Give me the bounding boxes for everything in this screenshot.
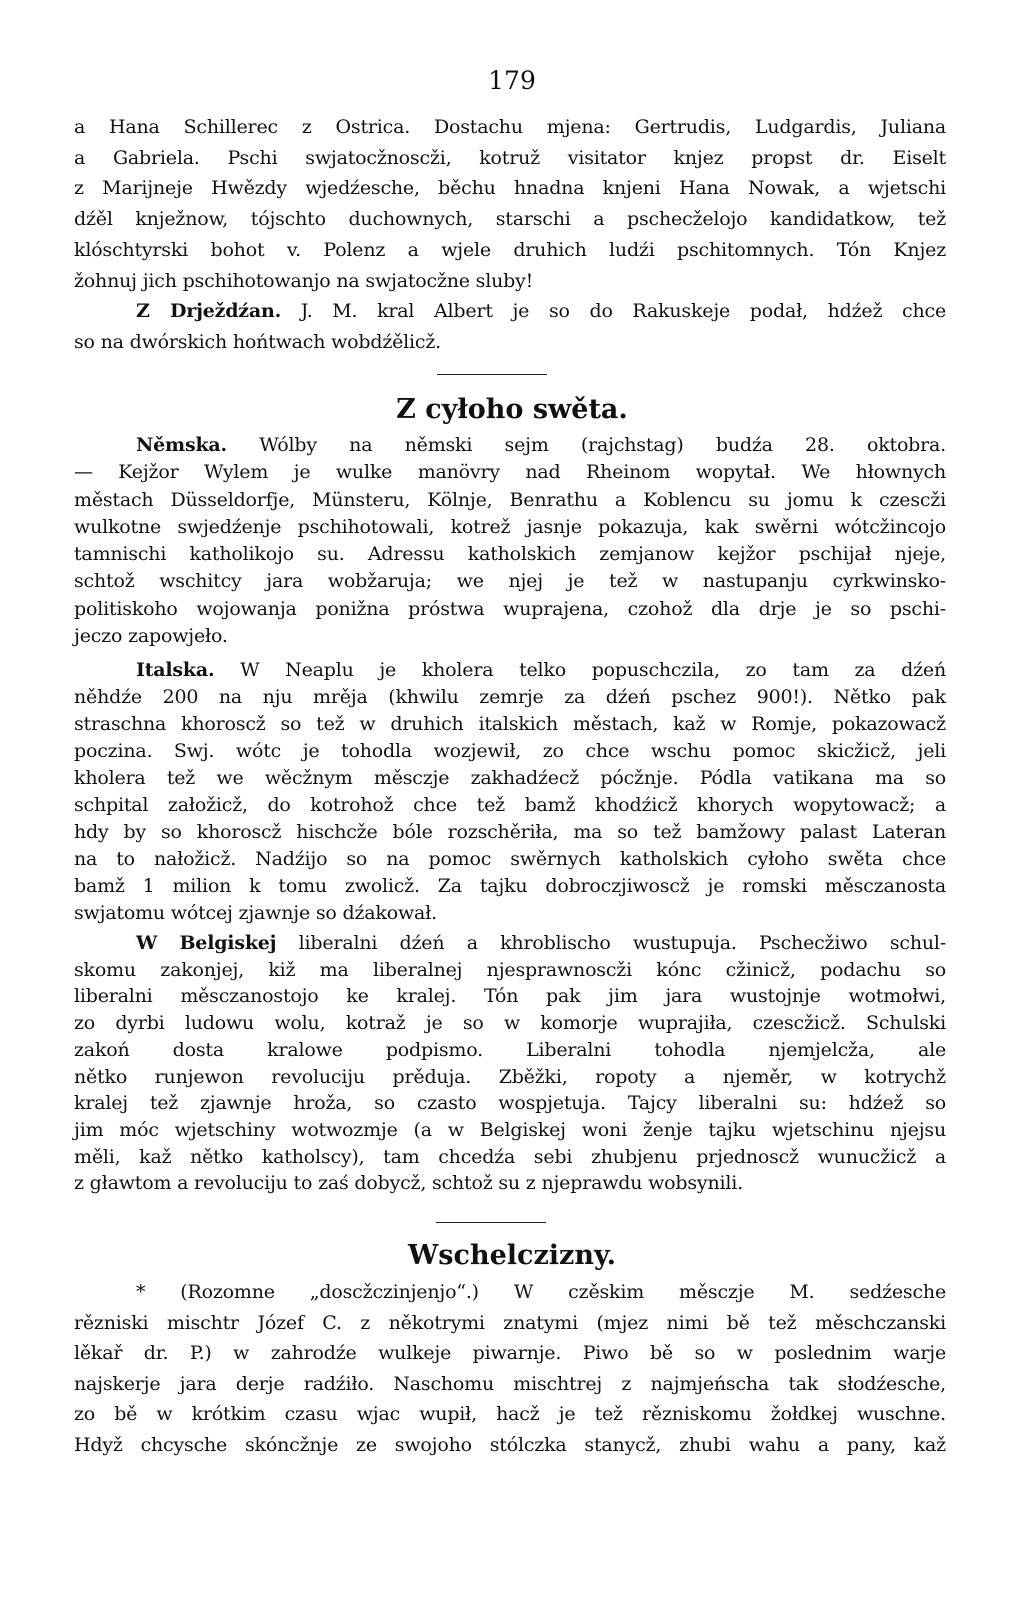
text-run: W Neaplu je kholera telko popuschczila, zo tam za dźeń — [240, 659, 946, 681]
section-heading: Z cyłoho swěta. — [396, 394, 628, 425]
paragraph-lead: Italska. — [136, 659, 215, 681]
text-line: městach Düsseldorfje, Münsteru, Kölnje, Benrathu a Koblencu su jomu k czescži — [74, 488, 946, 511]
text-run: J. M. kral Albert je so do Rakuskeje podał, hdźež chce — [300, 300, 946, 323]
article-belgiska — [74, 930, 946, 1197]
text-line: bamž 1 milion k tomu zwolicž. Za tajku dobroczjiwoscž je romski měsczanosta — [74, 875, 946, 897]
text-line: zo dyrbi ludowu wolu, kotraž je so w komorje wuprajiła, czescžicž. Schulski — [74, 1012, 946, 1035]
text-line — [74, 657, 946, 684]
text-line: liberalni měsczanostojo ke kralej. Tón pak jim jara wustojnje wotmołwi, — [74, 985, 946, 1008]
text-line: so na dwórskich hońtwach wobdźělicž. — [74, 330, 442, 353]
text-line: dźěl knježnow, tójschto duchownych, starschi a pschecželojo kandidatkow, tež — [74, 208, 946, 231]
text-line: něhdźe 200 na nju mrěja (khwilu zemrje za dźeń pschez 900!). Nětko pak — [74, 686, 946, 708]
text-line: hdy by so khoroscž hischcže bóle rozschěriła, ma so tež bamžowy palast Lateran — [74, 821, 946, 843]
page-number: 179 — [488, 66, 536, 95]
text-line — [74, 930, 946, 957]
text-line: wulkotne swjedźenje pschihotowali, kotrež jasnje pokazuja, kak swěrni wótcžincojo — [74, 515, 946, 538]
text-line: skomu zakonjej, kiž ma liberalnej njesprawnoscži kónc cžinicž, podachu so — [74, 958, 946, 981]
text-line: straschna khoroscž so tež w druhich italskich městach, kaž w Romje, pokazowacž — [74, 713, 946, 735]
text-line: jeczo zapowjeło. — [74, 625, 228, 648]
text-line: schpital załožicž, do kotrohož chce tež bamž khodźicž khorych wopytowacž; a — [74, 794, 946, 816]
text-line: schtož wschitcy jara wobžaruja; we njej je tež w nastupanju cyrkwinsko- — [74, 570, 946, 593]
text-line: měli, kaž nětko katholscy), tam chcedźa sebi zhubjenu prjednoscž wunucžicž a — [74, 1145, 946, 1168]
text-line: z Marijneje Hwězdy wjedźesche, běchu hnadna knjeni Hana Nowak, a wjetschi — [74, 177, 946, 200]
paragraph-lead-prefix: W — [136, 932, 158, 954]
section-heading: Wschelczizny. — [407, 1240, 616, 1271]
text-line — [74, 432, 946, 459]
article-convent — [74, 112, 946, 358]
article-wschelczizny — [74, 1277, 946, 1460]
article-italska — [74, 657, 946, 927]
article-nemska — [74, 432, 946, 650]
text-line: — Kejžor Wylem je wulke manövry nad Rheinom wopytał. We hłownych — [74, 461, 946, 484]
text-run: Wólby na němski sejm (rajchstag) budźa 28. oktobra. — [259, 434, 946, 456]
text-line: swjatomu wótcej zjawnje so dźakował. — [74, 902, 437, 924]
text-line: žohnuj jich pschihotowanjo na swjatocžne sluby! — [74, 269, 534, 292]
text-line: tamnischi katholikojo su. Adressu katholskich zemjanow kejžor pschijał njeje, — [74, 543, 946, 566]
text-line: jim móc wjetschiny wotwozmje (a w Belgiskej woni ženje tajku wjetschinu njejsu — [74, 1118, 946, 1141]
text-line: kholera tež we wěcžnym měsczje zakhadźecž pócžnje. Pódla vatikana ma so — [74, 767, 946, 789]
text-line: * (Rozomne „doscžczinjenjo“.) W czěskim měsczje M. sedźesche — [136, 1281, 946, 1303]
text-line: zo bě w krótkim czasu wjac wupił, hacž je tež rězniskomu žołdkej wuschne. — [74, 1403, 946, 1425]
text-line: lěkař dr. P.) w zahrodźe wulkeje piwarnje. Piwo bě so w poslednim warje — [74, 1342, 946, 1364]
text-line — [74, 296, 946, 327]
text-line: nětko runjewon revoluciju prěduja. Zběžki, ropoty a njeměr, w kotrychž — [74, 1065, 946, 1088]
paragraph-lead-dresden: Z Drježdźan. — [136, 300, 282, 323]
text-line: rězniski mischtr Józef C. z někotrymi znatymi (mjez nimi bě tež měschczanski — [74, 1311, 946, 1334]
text-line: z gławtom a revoluciju to zaś dobycž, schtož su z njeprawdu wobsynili. — [74, 1172, 743, 1195]
text-line: na to nałožicž. Nadźijo so na pomoc swěrnych katholskich cyłoho swěta chce — [74, 848, 946, 870]
text-line: klóschtyrski bohot v. Polenz a wjele druhich ludźi pschitomnych. Tón Knjez — [74, 238, 946, 261]
text-line: Hdyž chcysche skóncžnje ze swojoho stólczka stanycž, zhubi wahu a pany, kaž — [74, 1433, 946, 1456]
section-divider — [436, 1222, 546, 1223]
text-run: liberalni dźeń a khroblischo wustupuja. Pschecžiwo schul- — [298, 932, 947, 954]
paragraph-lead: Belgiskej — [179, 932, 277, 954]
text-line: poczina. Swj. wótc je tohodla wozjewił, zo chce wschu pomoc skicžicž, jeli — [74, 740, 946, 762]
text-line: politiskoho wojowanja ponižna próstwa wuprajena, czohož dla drje je so pschi- — [74, 597, 946, 620]
text-line: a Hana Schillerec z Ostrica. Dostachu mjena: Gertrudis, Ludgardis, Juliana — [74, 116, 946, 138]
paragraph-lead: Němska. — [136, 434, 227, 456]
text-line: zakoń dosta kralowe podpismo. Liberalni tohodla njemjelcža, ale — [74, 1038, 946, 1061]
text-line: kralej tež zjawnje hroža, so czasto wospjetuja. Tajcy liberalni su: hdźež so — [74, 1092, 946, 1115]
text-line: a Gabriela. Pschi swjatocžnoscži, kotruž visitator knjez propst dr. Eiselt — [74, 146, 946, 169]
section-divider — [437, 374, 547, 375]
text-line: najskerje jara derje radźiło. Naschomu mischtrej z najmjeńscha tak słodźesche, — [74, 1372, 946, 1395]
